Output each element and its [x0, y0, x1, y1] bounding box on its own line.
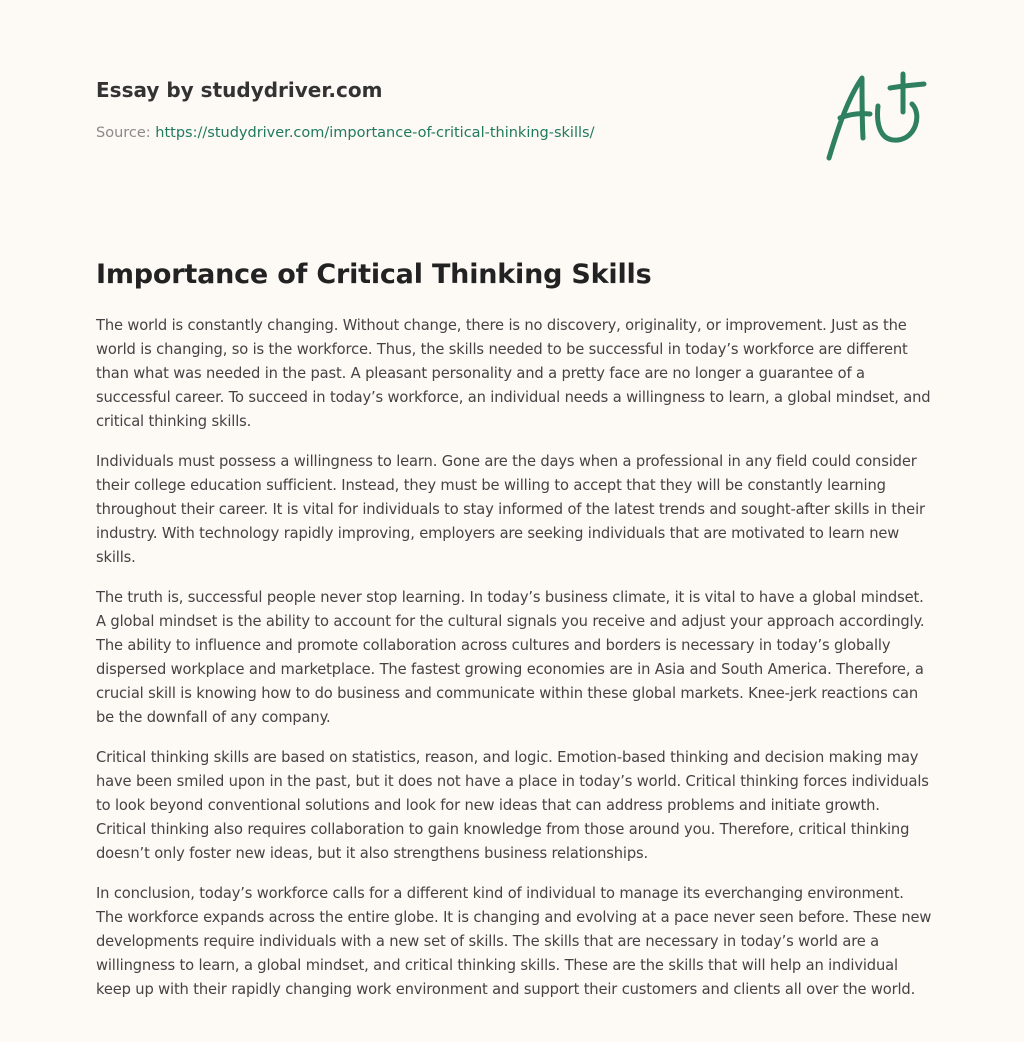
essay-paragraph: In conclusion, today’s workforce calls for a different kind of individual to manage its everchanging environment. The workforce expands across the entire globe. It is changing and evolving at a pace never seen before. These new developments require individuals with a new set of skills. The skills that are necessary in today’s world are a willingness to learn, a global mindset, and critical thinking skills. These are the skills that will help an individual keep up with their rapidly changing work environment and support their customers and clients all over the world.	[96, 885, 932, 998]
brand-title: Essay by studydriver.com	[96, 78, 383, 102]
source-line	[96, 123, 796, 143]
essay-paragraph: The truth is, successful people never stop learning. In today’s business climate, it is vital to have a global mindset. A global mindset is the ability to account for the cultural signals you receive and adjust your approach accordingly. The ability to influence and promote collaboration across cultures and borders is necessary in today’s globally dispersed workplace and marketplace. The fastest growing economies are in Asia and South America. Therefore, a crucial skill is knowing how to do business and communicate within these global markets. Knee-jerk reactions can be the downfall of any company.	[96, 589, 925, 726]
essay-paragraph: Critical thinking skills are based on statistics, reason, and logic. Emotion-based thinking and decision making may have been smiled upon in the past, but it does not have a place in today’s world. Critical thinking forces individuals to look beyond conventional solutions and look for new ideas that can address problems and initiate growth. Critical thinking also requires collaboration to gain knowledge from those around you. Therefore, critical thinking doesn’t only foster new ideas, but it also strengthens business relationships.	[96, 749, 929, 862]
essay-title: Importance of Critical Thinking Skills	[96, 259, 652, 290]
a-plus-logo-icon	[818, 66, 930, 166]
essay-body	[96, 314, 932, 1018]
essay-paragraph: The world is constantly changing. Without change, there is no discovery, originality, or improvement. Just as the world is changing, so is the workforce. Thus, the skills needed to be successful in today’s workforce are different than what was needed in the past. A pleasant personality and a pretty face are no longer a guarantee of a successful career. To succeed in today’s workforce, an individual needs a willingness to learn, a global mindset, and critical thinking skills.	[96, 317, 931, 430]
source-label: Source:	[96, 125, 156, 141]
essay-header	[96, 76, 796, 143]
source-link[interactable]: https://studydriver.com/importance-of-critical-thinking-skills/	[155, 125, 595, 141]
essay-paragraph: Individuals must possess a willingness to learn. Gone are the days when a professional in any field could consider their college education sufficient. Instead, they must be willing to accept that they will be constantly learning throughout their career. It is vital for individuals to stay informed of the latest trends and sought-after skills in their industry. With technology rapidly improving, employers are seeking individuals that are motivated to learn new skills.	[96, 453, 925, 566]
